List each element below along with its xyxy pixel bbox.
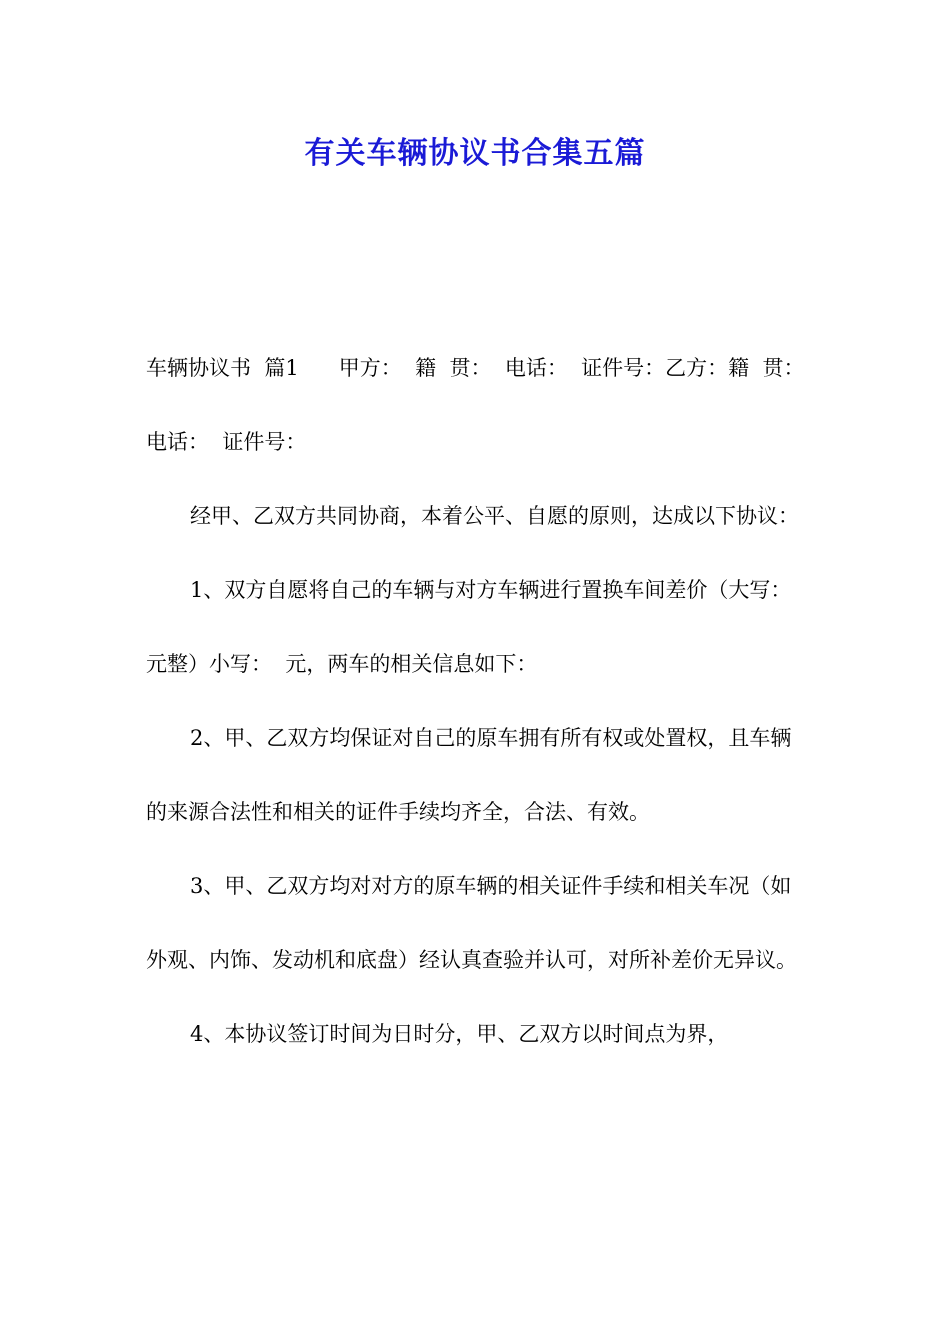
paragraph-clause-4: 4、本协议签订时间为日时分，甲、乙双方以时间点为界， [190,1022,729,1046]
document-title: 有关车辆协议书合集五篇 [304,136,646,171]
paragraph-parties: 车辆协议书 篇1 甲方： 籍 贯： 电话： 证件号：乙方：籍 贯： 电话： 证件号： [146,356,818,454]
paragraph-clause-2: 2、甲、乙双方均保证对自己的原车拥有所有权或处置权，且车辆的来源合法性和相关的证件手续均齐全，合法、有效。 [146,726,792,824]
document-body [146,331,818,1071]
paragraph-intro: 经甲、乙双方共同协商，本着公平、自愿的原则，达成以下协议： [190,504,799,528]
paragraph-clause-3: 3、甲、乙双方均对对方的原车辆的相关证件手续和相关车况（如外观、内饰、发动机和底盘）经认真查验并认可，对所补差价无异议。 [146,874,797,972]
paragraph-clause-1: 1、双方自愿将自己的车辆与对方车辆进行置换车间差价（大写： 元整）小写： 元，两车的相关信息如下： [146,578,805,676]
